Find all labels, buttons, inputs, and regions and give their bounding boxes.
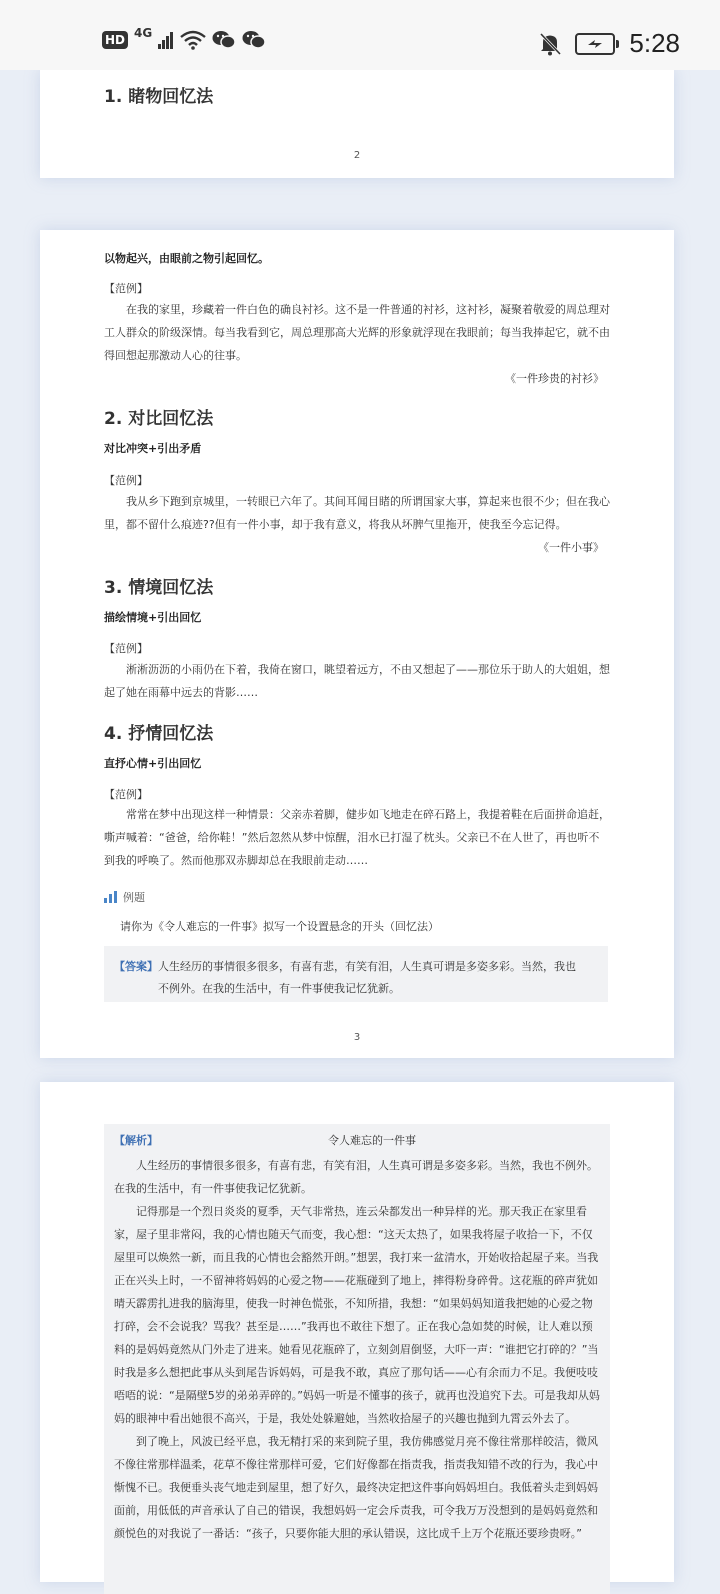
example-tag: 【范例】	[104, 282, 148, 295]
section-heading-3: 3. 情境回忆法	[104, 578, 214, 598]
section-heading-1: 1. 睹物回忆法	[104, 87, 214, 107]
network-type: 4G	[134, 26, 153, 40]
example-source-2: 《一件小事》	[538, 541, 604, 554]
section-3-summary: 描绘情境+引出回忆	[104, 611, 202, 624]
status-left-icons	[102, 26, 266, 50]
example-text-1: 在我的家里，珍藏着一件白色的确良衬衫。这不是一件普通的衬衫，这衬衫，凝聚着敬爱的周总理对工人群众的阶级深情。每当我看到它，周总理那高大光辉的形象就浮现在我眼前；每当我捧起它，就不由得回想起那激动人心的往事。	[104, 303, 610, 362]
essay-body	[114, 1154, 600, 1545]
answer-line-2: 不例外。在我的生活中，有一件事使我记忆犹新。	[158, 982, 400, 995]
document-page-3	[40, 230, 674, 1058]
example-source-1: 《一件珍贵的衬衫》	[505, 372, 604, 385]
exercise-task: 请你为《令人难忘的一件事》拟写一个设置悬念的开头（回忆法）	[120, 920, 439, 933]
essay-title: 令人难忘的一件事	[328, 1134, 416, 1147]
answer-box	[104, 946, 608, 1002]
signal-icon	[158, 31, 174, 49]
document-page-2	[40, 70, 674, 178]
essay-paragraph-3: 到了晚上，风波已经平息，我无精打采的来到院子里，我仿佛感觉月亮不像往常那样皎洁，微风不像往常那样温柔，花草不像往常那样可爱，它们好像都在指责我，指责我知错不改的行为，我心中惭愧不已。我便垂头丧气地走到屋里，想了好久，最终决定把这件事向妈妈坦白。我低着头走到妈妈面前，用低低的声音承认了自己的错误，我想妈妈一定会斥责我，可令我万万没想到的是妈妈竟然和颜悦色的对我说了一番话：“孩子，只要你能大胆的承认错误，这比成千上万个花瓶还要珍贵呀。”	[114, 1435, 598, 1540]
section-4-summary: 直抒心情+引出回忆	[104, 757, 202, 770]
status-bar	[0, 0, 720, 70]
section-heading-4: 4. 抒情回忆法	[104, 724, 214, 744]
essay-paragraph-2: 记得那是一个烈日炎炎的夏季，天气非常热，连云朵都发出一种异样的光。那天我正在家里看家，屋子里非常闷，我的心情也随天气而变，我心想：“这天太热了，如果我将屋子收拾一下，不仅屋里可以焕然一新，而且我的心情也会豁然开朗。”想罢，我打来一盆清水，开始收拾起屋子来。当我正在兴头上时，一不留神将妈妈的心爱之物——花瓶碰到了地上，摔得粉身碎骨。这花瓶的碎声犹如晴天霹雳扎进我的脑海里，使我一时神色慌张，不知所措，我想：“如果妈妈知道我把她的心爱之物打碎，会不会说我？骂我？甚至是……”我再也不敢往下想了。正在我心急如焚的时候，让人难以预料的是妈妈竟然从门外走了进来。她看见花瓶碎了，立刻剑眉倒竖，大吓一声：“谁把它打碎的？”当时我是多么想把此事从头到尾告诉妈妈，可是我不敢，真应了那句话——心有余而力不足。我便吱吱唔唔的说：“是隔壁5岁的弟弟弄碎的。”妈妈一听是不懂事的孩子，就再也没追究下去。可是我却从妈妈的眼神中看出她很不高兴，于是，我处处躲避她，当然收拾屋子的兴趣也抛到九霄云外去了。	[114, 1205, 600, 1425]
essay-paragraph-1: 人生经历的事情很多很多，有喜有悲，有笑有泪，人生真可谓是多姿多彩。当然，我也不例外。在我的生活中，有一件事使我记忆犹新。	[114, 1159, 598, 1195]
page-number: 3	[353, 1032, 361, 1043]
wechat-icon	[212, 30, 236, 50]
answer-text	[114, 956, 602, 1000]
section-1-summary: 以物起兴，由眼前之物引起回忆。	[104, 252, 269, 265]
wifi-icon	[180, 30, 206, 50]
bar-chart-icon	[104, 891, 117, 903]
status-right-icons	[539, 28, 680, 59]
page-number: 2	[353, 150, 361, 161]
bell-muted-icon	[539, 32, 561, 56]
charging-icon	[586, 38, 604, 50]
analysis-label: 【解析】	[114, 1134, 158, 1147]
battery-icon	[575, 33, 615, 55]
section-heading-2: 2. 对比回忆法	[104, 409, 214, 429]
example-text-4: 常常在梦中出现这样一种情景：父亲赤着脚，健步如飞地走在碎石路上，我提着鞋在后面拼命追赶，嘶声喊着：“爸爸，给你鞋！”然后忽然从梦中惊醒，泪水已打湿了枕头。父亲已不在人世了，再也听不到我的呼唤了。然而他那双赤脚却总在我眼前走动……	[104, 808, 610, 867]
example-tag: 【范例】	[104, 788, 148, 801]
document-page-4	[40, 1082, 674, 1582]
exercise-title	[104, 889, 145, 905]
analysis-header	[114, 1132, 610, 1148]
wechat-icon-2	[242, 30, 266, 50]
answer-line-1: 人生经历的事情很多很多，有喜有悲，有笑有泪，人生真可谓是多姿多彩。当然，我也	[158, 960, 576, 973]
section-2-summary: 对比冲突+引出矛盾	[104, 442, 202, 455]
example-tag: 【范例】	[104, 642, 148, 655]
answer-label: 【答案】	[114, 960, 158, 973]
example-text-2: 我从乡下跑到京城里，一转眼已六年了。其间耳闻目睹的所谓国家大事，算起来也很不少；但在我心里，都不留什么痕迹??但有一件小事，却于我有意义，将我从坏脾气里拖开，使我至今忘记得。	[104, 495, 610, 531]
clock: 5:28	[629, 28, 680, 58]
exercise-title-label: 例题	[123, 891, 145, 904]
example-text-3: 淅淅沥沥的小雨仍在下着，我倚在窗口，眺望着远方，不由又想起了——那位乐于助人的大姐姐，想起了她在雨幕中远去的背影……	[104, 663, 610, 699]
example-tag: 【范例】	[104, 474, 148, 487]
analysis-box	[104, 1124, 610, 1594]
hd-badge: HD	[102, 31, 128, 49]
